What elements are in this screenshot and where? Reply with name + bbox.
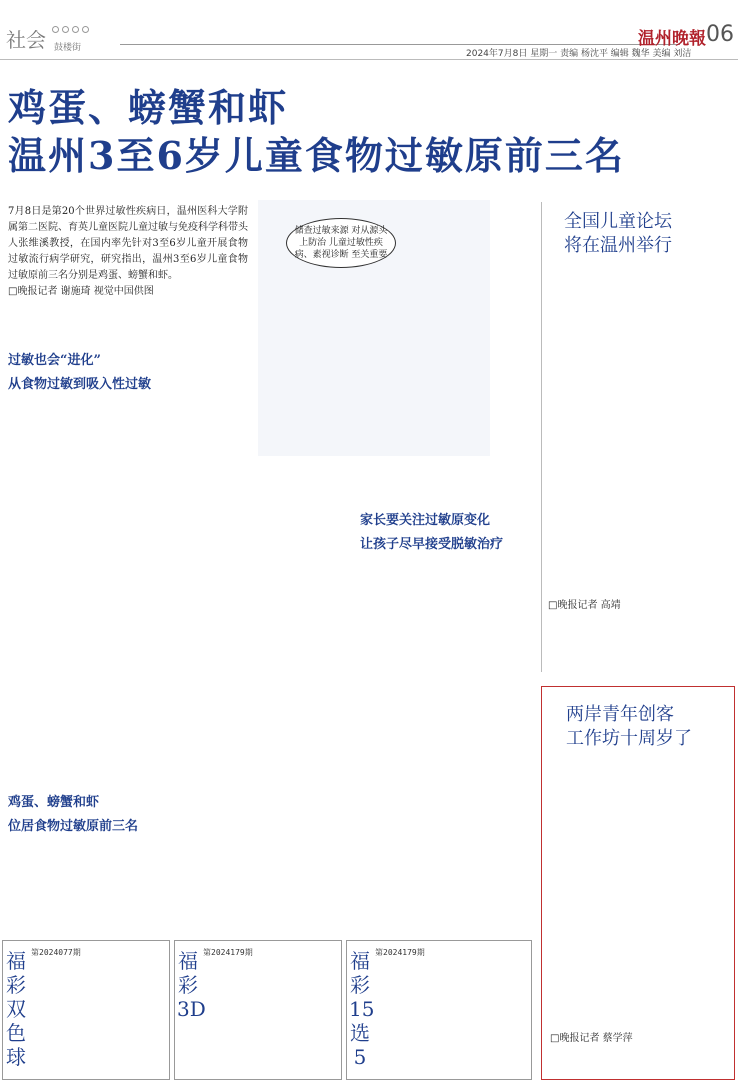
lottery-label: 福彩15选5 xyxy=(349,949,375,1069)
sidebar-makers-title xyxy=(566,703,726,751)
lottery-label: 福彩双色球 xyxy=(6,949,26,1069)
masthead xyxy=(0,0,738,60)
illustration-bubble: 储查过敏来源 对从源头上防治 儿童过敏性疾病、素视诊断 至关重要 xyxy=(286,218,396,268)
page-number: 06 xyxy=(706,22,734,47)
sidebar-forum-title-1: 全国儿童论坛 xyxy=(564,211,672,232)
sidebar-forum-byline: □晚报记者 高靖 xyxy=(548,600,621,611)
lottery-box-1 xyxy=(2,940,170,1080)
lottery-issue: 第2024179期 xyxy=(203,948,253,957)
sidebar-makers xyxy=(541,686,735,1080)
section-name: 社会 xyxy=(6,28,46,52)
section-sub: 鼓楼街 xyxy=(54,43,82,53)
lead-column xyxy=(8,204,248,300)
lottery-label: 福彩3D xyxy=(177,949,206,1021)
dateline: 2024年7月8日 星期一 责编 杨沈平 编辑 魏华 美编 刘洁 xyxy=(466,49,692,59)
subhead-2b: 位居食物过敏原前三名 xyxy=(8,819,139,834)
headline-line-1: 鸡蛋、螃蟹和虾 xyxy=(8,85,289,130)
lottery-issue: 第2024179期 xyxy=(375,948,425,957)
lead-byline: □晚报记者 谢施琦 视觉中国供图 xyxy=(8,286,154,297)
article-col-3 xyxy=(360,506,534,556)
subhead-2a: 鸡蛋、螃蟹和虾 xyxy=(8,795,100,810)
section-dots-icon xyxy=(52,26,89,33)
sidebar-forum-title xyxy=(564,210,729,258)
headline-line-2: 温州3至6岁儿童食物过敏原前三名 xyxy=(8,133,625,178)
subhead-1b: 从食物过敏到吸入性过敏 xyxy=(8,377,152,392)
subhead-3a: 家长要关注过敏原变化 xyxy=(360,513,491,528)
lottery-issue: 第2024077期 xyxy=(31,948,81,957)
sidebar-forum xyxy=(541,202,735,672)
headline xyxy=(8,84,625,180)
sidebar-forum-title-2: 将在温州举行 xyxy=(564,235,672,256)
article-col-1 xyxy=(8,346,168,838)
sidebar-makers-title-1: 两岸青年创客 xyxy=(566,704,674,725)
lead-text: 7月8日是第20个世界过敏性疾病日，温州医科大学附属第二医院、育英儿童医院儿童过敏与免疫科学科带头人张维溪教授，在国内率先针对3至6岁儿童开展食物过敏流行病学研究，研究指出，温州3至6岁儿童食物过敏原前三名分别是鸡蛋、螃蟹和虾。 xyxy=(8,206,248,281)
subhead-1a: 过敏也会“进化” xyxy=(8,353,101,368)
subhead-3b: 让孩子尽早接受脱敏治疗 xyxy=(360,537,504,552)
paper-name: 温州晚報 xyxy=(638,29,706,49)
illustration xyxy=(258,200,490,456)
lottery-box-2 xyxy=(174,940,342,1080)
sidebar-makers-title-2: 工作坊十周岁了 xyxy=(566,728,692,749)
lottery-box-3 xyxy=(346,940,532,1080)
header-rule xyxy=(120,44,680,45)
sidebar-makers-byline: □晚报记者 蔡学萍 xyxy=(550,1033,633,1044)
